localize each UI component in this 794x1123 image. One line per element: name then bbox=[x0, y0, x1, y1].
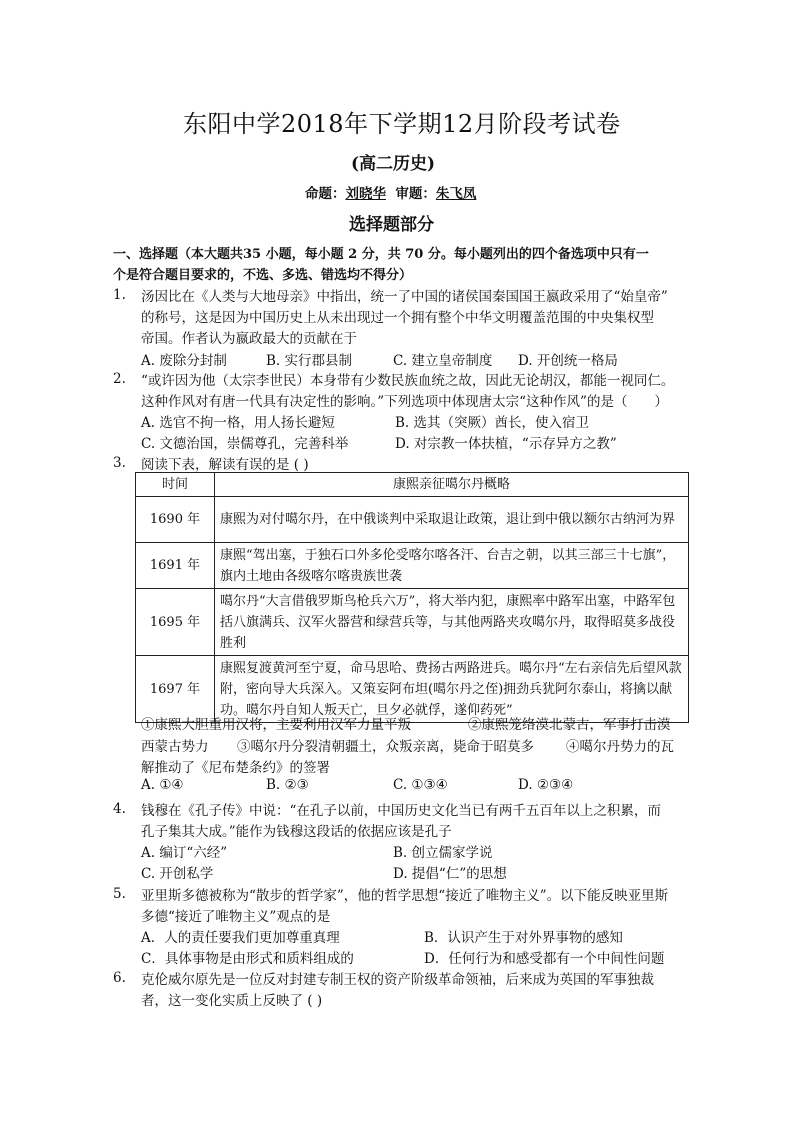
kangxi-campaign-table bbox=[135, 472, 689, 723]
table-cell-year: 1690 年 bbox=[136, 497, 215, 543]
q4-option-d[interactable]: D. 提倡“仁”的思想 bbox=[393, 866, 507, 882]
q3-option-d[interactable]: D. ②③④ bbox=[518, 777, 574, 793]
q5-option-d[interactable]: D．任何行为和感受都有一个中间性问题 bbox=[424, 951, 665, 967]
q1-stem-line-2: 的称号，这是因为中国历史上从未出现过一个拥有整个中华文明覆盖范围的中央集权型 bbox=[141, 310, 654, 326]
q1-option-a[interactable]: A. 废除分封制 bbox=[141, 353, 227, 369]
q5-number: 5. bbox=[113, 886, 126, 902]
q1-option-b[interactable]: B. 实行郡县制 bbox=[266, 353, 353, 369]
q3-statement-3: ③噶尔丹分裂清朝疆土，众叛亲离，毙命于昭莫多 bbox=[237, 739, 534, 755]
q6-number: 6. bbox=[113, 970, 126, 986]
q4-number: 4. bbox=[113, 801, 126, 817]
exam-authors bbox=[305, 182, 476, 202]
table-cell-year: 1697 年 bbox=[136, 656, 215, 723]
q1-number: 1. bbox=[113, 287, 126, 303]
q3-statement-2: ②康熙笼络漠北蒙古，军事打击漠 bbox=[468, 717, 671, 733]
q4-option-c[interactable]: C. 开创私学 bbox=[141, 866, 214, 882]
q2-option-b[interactable]: B. 选其（突厥）酋长，使入宿卫 bbox=[395, 415, 590, 431]
table-cell-year: 1691 年 bbox=[136, 543, 215, 589]
q5-stem-line-1: 亚里斯多德被称为“散步的哲学家”，他的哲学思想“接近了唯物主义”。以下能反映亚里斯 bbox=[141, 888, 669, 904]
table-header-summary: 康熙亲征噶尔丹概略 bbox=[215, 473, 689, 497]
exam-title: 东阳中学2018年下学期12月阶段考试卷 bbox=[183, 110, 621, 138]
q5-option-b[interactable]: B．认识产生于对外界事物的感知 bbox=[424, 930, 623, 946]
table-cell-year: 1695 年 bbox=[136, 589, 215, 656]
table-header-row bbox=[136, 473, 689, 497]
table-cell-text: 康熙“驾出塞，于独石口外多伦受喀尔喀各汗、台吉之朝，以其三部三十七旗”，旗内土地由各级喀尔喀贵族世袭 bbox=[215, 543, 689, 589]
q4-option-b[interactable]: B. 创立儒家学说 bbox=[393, 845, 493, 861]
q1-stem-line-3: 帝国。作者认为嬴政最大的贡献在于 bbox=[141, 331, 357, 347]
q6-stem-line-2: 者，这一变化实质上反映了 ( ) bbox=[141, 993, 323, 1009]
table-header-time: 时间 bbox=[136, 473, 215, 497]
table-row bbox=[136, 543, 689, 589]
q1-option-c[interactable]: C. 建立皇帝制度 bbox=[393, 353, 493, 369]
q3-option-b[interactable]: B. ②③ bbox=[266, 777, 309, 793]
table-cell-text: 康熙为对付噶尔丹，在中俄谈判中采取退让政策，退让到中俄以额尔古纳河为界 bbox=[215, 497, 689, 543]
q3-stem: 阅读下表，解读有误的是 ( ) bbox=[141, 457, 309, 473]
table-cell-text: 康熙复渡黄河至宁夏，命马思哈、费扬古两路进兵。噶尔丹“左右亲信先后望风款附，密向导大兵深入。又策妄阿布坦(噶尔丹之侄)拥劲兵犹阿尔泰山，将擒以献功。噶尔丹自知人叛天亡，旦夕必就俘，遂仰药死” bbox=[215, 656, 689, 723]
q2-stem-line-2: 这种作风对有唐一代具有决定性的影响。”下列选项中体现唐太宗“这种作风”的是（ ） bbox=[141, 394, 668, 410]
reviewer-prefix: 审题： bbox=[395, 186, 436, 202]
q3-statement-2-cont: 西蒙古势力 bbox=[141, 739, 209, 755]
setter-name: 刘晓华 bbox=[345, 186, 386, 202]
q5-option-c[interactable]: C．具体事物是由形式和质料组成的 bbox=[141, 951, 354, 967]
q2-option-a[interactable]: A. 选官不拘一格，用人扬长避短 bbox=[141, 415, 335, 431]
setter-prefix: 命题： bbox=[305, 186, 346, 202]
q4-option-a[interactable]: A. 编订“六经” bbox=[141, 845, 228, 861]
q3-statement-4-cont: 解推动了《尼布楚条约》的签署 bbox=[141, 760, 330, 776]
q3-option-c[interactable]: C. ①③④ bbox=[393, 777, 448, 793]
instructions-line-1: 一、选择题（本大题共35 小题，每小题 2 分，共 70 分。每小题列出的四个备选项中只有一 bbox=[113, 247, 649, 262]
q3-option-a[interactable]: A. ①④ bbox=[141, 777, 184, 793]
section-heading: 选择题部分 bbox=[349, 215, 434, 235]
exam-subtitle: (高二历史) bbox=[351, 154, 436, 174]
reviewer-name: 朱飞凤 bbox=[435, 186, 477, 202]
q1-stem-line-1: 汤因比在《人类与大地母亲》中指出，统一了中国的诸侯国秦国国王嬴政采用了“始皇帝” bbox=[141, 289, 668, 305]
q5-stem-line-2: 多德“接近了唯物主义”观点的是 bbox=[141, 909, 331, 925]
q6-stem-line-1: 克伦威尔原先是一位反对封建专制王权的资产阶级革命领袖，后来成为英国的军事独裁 bbox=[141, 972, 654, 988]
q2-option-d[interactable]: D. 对宗教一体扶植，“示存异方之教” bbox=[395, 436, 617, 452]
table-row bbox=[136, 497, 689, 543]
q3-statement-4: ④噶尔丹势力的瓦 bbox=[566, 739, 674, 755]
table-row bbox=[136, 589, 689, 656]
q5-option-a[interactable]: A．人的责任要我们更加尊重真理 bbox=[141, 930, 340, 946]
q2-stem-line-1: “或许因为他（太宗李世民）本身带有少数民族血统之故，因此无论胡汉，都能一视同仁。 bbox=[141, 373, 675, 389]
q4-stem-line-1: 钱穆在《孔子传》中说：“在孔子以前，中国历史文化当已有两千五百年以上之积累，而 bbox=[141, 803, 661, 819]
q3-statement-1: ①康熙大胆重用汉将，主要利用汉军力量平叛 bbox=[141, 717, 411, 733]
q3-number: 3. bbox=[113, 455, 126, 471]
q2-option-c[interactable]: C. 文德治国，崇儒尊孔，完善科举 bbox=[141, 436, 349, 452]
instructions-line-2: 个是符合题目要求的，不选、多选、错选均不得分） bbox=[113, 268, 413, 283]
q2-number: 2. bbox=[113, 371, 126, 387]
table-cell-text: 噶尔丹“大言借俄罗斯鸟枪兵六万”，将大举内犯，康熙率中路军出塞，中路军包括八旗满兵、汉军火器营和绿营兵等，与其他两路夹攻噶尔丹，取得昭莫多战役胜利 bbox=[215, 589, 689, 656]
q4-stem-line-2: 孔子集其大成。”能作为钱穆这段话的依据应该是孔子 bbox=[141, 824, 452, 840]
q1-option-d[interactable]: D. 开创统一格局 bbox=[518, 353, 618, 369]
